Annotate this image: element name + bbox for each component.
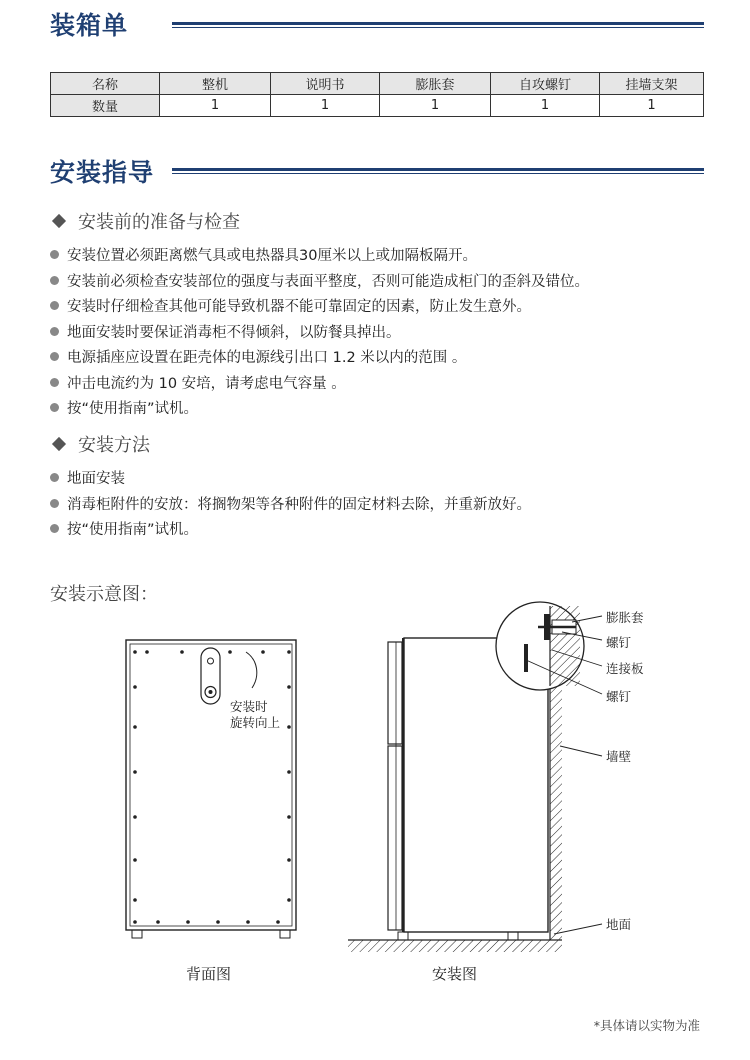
bullet-icon bbox=[50, 378, 59, 387]
table-header-cell: 说明书 bbox=[271, 73, 380, 95]
table-header-cell: 膨胀套 bbox=[380, 73, 491, 95]
table-row-header: 数量 bbox=[51, 95, 160, 117]
bullet-icon bbox=[50, 327, 59, 336]
label-plate: 连接板 bbox=[606, 661, 644, 676]
back-note-line1: 安装时 bbox=[230, 699, 268, 714]
list-item-text: 安装时仔细检查其他可能导致机器不能可靠固定的因素，防止发生意外。 bbox=[67, 299, 531, 315]
label-sleeve: 膨胀套 bbox=[606, 610, 644, 625]
list-item-text: 电源插座应设置在距壳体的电源线引出口 1.2 米以内的范围 。 bbox=[67, 350, 467, 366]
prep-list bbox=[50, 244, 589, 423]
table-header-cell: 挂墙支架 bbox=[600, 73, 704, 95]
list-item-text: 按“使用指南”试机。 bbox=[67, 522, 199, 538]
table-header-cell: 自攻螺钉 bbox=[491, 73, 600, 95]
packing-list-title: 装箱单 bbox=[50, 11, 129, 40]
list-item-text: 地面安装 bbox=[67, 471, 125, 487]
diagram-title: 安装示意图： bbox=[50, 584, 158, 605]
bullet-icon bbox=[50, 276, 59, 285]
back-note-line2: 旋转向上 bbox=[230, 715, 281, 730]
install-guide-title: 安装指导 bbox=[50, 158, 155, 187]
table-cell: 1 bbox=[380, 95, 491, 117]
packing-title-rule bbox=[172, 22, 704, 29]
bullet-icon bbox=[50, 301, 59, 310]
install-view-drawing bbox=[340, 598, 610, 958]
list-item-text: 地面安装时要保证消毒柜不得倾斜，以防餐具掉出。 bbox=[67, 324, 401, 341]
back-view-caption: 背面图 bbox=[186, 965, 232, 983]
table-header-row bbox=[51, 73, 704, 95]
list-item-text: 安装位置必须距离燃气具或电热器具30厘米以上或加隔板隔开。 bbox=[67, 248, 477, 264]
list-item-text: 冲击电流约为 10 安培，请考虑电气容量 。 bbox=[67, 375, 346, 392]
bullet-icon bbox=[50, 250, 59, 259]
back-view-drawing bbox=[118, 632, 308, 947]
list-item bbox=[50, 518, 531, 544]
table-cell: 1 bbox=[600, 95, 704, 117]
method-list bbox=[50, 467, 531, 544]
footnote: *具体请以实物为准 bbox=[593, 1018, 700, 1033]
packing-list-table bbox=[50, 72, 704, 117]
method-heading bbox=[50, 431, 150, 457]
label-floor: 地面 bbox=[606, 917, 632, 932]
table-row bbox=[51, 95, 704, 117]
label-wall: 墙壁 bbox=[606, 749, 632, 764]
label-screw-2: 螺钉 bbox=[606, 689, 632, 704]
list-item bbox=[50, 321, 589, 347]
table-header-cell: 整机 bbox=[160, 73, 271, 95]
diamond-icon bbox=[52, 214, 66, 228]
install-view-caption: 安装图 bbox=[432, 965, 478, 983]
list-item-text: 安装前必须检查安装部位的强度与表面平整度，否则可能造成柜门的歪斜及错位。 bbox=[67, 273, 589, 290]
prep-heading bbox=[50, 208, 240, 234]
bullet-icon bbox=[50, 403, 59, 412]
list-item bbox=[50, 295, 589, 321]
table-cell: 1 bbox=[491, 95, 600, 117]
list-item bbox=[50, 493, 531, 519]
diamond-icon bbox=[52, 437, 66, 451]
table-cell: 1 bbox=[271, 95, 380, 117]
table-header-cell: 名称 bbox=[51, 73, 160, 95]
table-cell: 1 bbox=[160, 95, 271, 117]
method-heading-text: 安装方法 bbox=[78, 435, 150, 456]
install-title-rule bbox=[172, 168, 704, 175]
list-item-text: 消毒柜附件的安放：将搁物架等各种附件的固定材料去除，并重新放好。 bbox=[67, 496, 531, 513]
bullet-icon bbox=[50, 524, 59, 533]
list-item bbox=[50, 467, 531, 493]
bullet-icon bbox=[50, 499, 59, 508]
prep-heading-text: 安装前的准备与检查 bbox=[78, 212, 240, 233]
list-item bbox=[50, 372, 589, 398]
bullet-icon bbox=[50, 473, 59, 482]
list-item bbox=[50, 270, 589, 296]
bullet-icon bbox=[50, 352, 59, 361]
list-item bbox=[50, 244, 589, 270]
list-item bbox=[50, 397, 589, 423]
list-item-text: 按“使用指南”试机。 bbox=[67, 401, 199, 417]
label-screw-1: 螺钉 bbox=[606, 635, 632, 650]
list-item bbox=[50, 346, 589, 372]
